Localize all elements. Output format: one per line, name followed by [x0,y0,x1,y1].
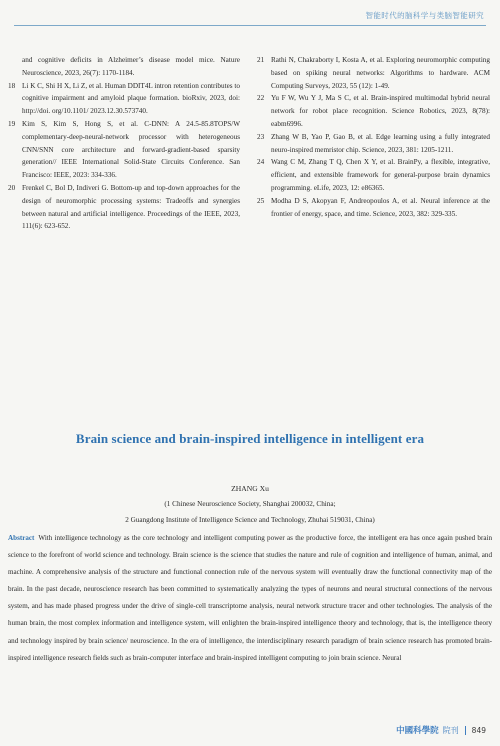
reference-number: 22 [257,94,265,103]
reference-text: Frenkel C, Bol D, Indiveri G. Bottom-up and top-down approaches for the design of neuromorphic processing systems: Tradeoffs and synergies between natural and artificial intelligence. Proceedings of the IEEE, 2023, 111(6): 623-652. [22,183,240,231]
reference-list-left [8,54,240,233]
reference-text: Zhang W B, Yao P, Gao B, et al. Edge learning using a fully integrated neuro-inspired memristor chip. Science, 2023, 381: 1205-1211. [271,132,490,154]
reference-item [8,118,240,182]
article-author: ZHANG Xu [231,484,269,493]
journal-suffix: 院刊 [442,725,459,735]
abstract-text: With intelligence technology as the core technology and intelligent computing power as the productive force, the intelligent era has once again pushed brain science to the forefront of world science and technology. Brain science is the science that studies the nature and rule of cognition and intelligence of human, animal, and machine. A comprehensive analysis of the structure and functional connection rule of the nervous system will eventually draw the functional connectivity map of the brain. In the past decade, neuroscience research has been committed to systematically analyzing the types of neurons and neural structural connections of the nervous system, and has made phased progress under the drive of single-cell transcriptome analysis, neural network structure tracer and other technologies. The analysis of the human brain, the most complex information and intelligence system, will enlighten the brain-inspired intelligence theory and technology, that is, the intelligence theory and technology inspired by brain science/ neuroscience. In the era of intelligence, the interdisciplinary research paradigm of brain science research has promoted brain-inspired intelligence research fields such as brain-computer interface and brain-inspired intelligent computing to join brain science. Neural [8,534,492,662]
reference-item [257,131,490,157]
page-number: 849 [471,725,486,735]
reference-text: Rathi N, Chakraborty I, Kosta A, et al. Exploring neuromorphic computing based on spiking neural networks: Algorithms to hardware. ACM Computing Surveys, 2023, 55 (12): 1-49. [271,56,490,90]
reference-number: 23 [257,132,265,141]
reference-number: 19 [8,119,16,128]
reference-text: Kim S, Kim S, Hong S, et al. C-DNN: A 24.5-85.8TOPS/W complementary-deep-neural-network processor with heterogeneous CNN/SNN core architecture and forward-gradient-based sparsity generation// IEEE International Solid-State Circuits Conference. San Francisco: IEEE, 2023: 334-336. [22,119,240,180]
reference-text: Li K C, Shi H X, Li Z, et al. Human DDIT4L intron retention contributes to cognitive impairment and amyloid plaque formation. bioRxiv, 2023, doi: http://doi. org/10.1101/ 2023.12.30.573740. [22,81,240,116]
reference-item [257,92,490,130]
reference-number: 18 [8,81,16,90]
reference-item [8,54,240,80]
affiliation-1: (1 Chinese Neuroscience Society, Shanghai 200032, China; [164,500,336,508]
reference-item [257,54,490,92]
reference-item [257,156,490,194]
reference-text: Wang C M, Zhang T Q, Chen X Y, et al. BrainPy, a flexible, integrative, efficient, and extensible framework for general-purpose brain dynamics programming. eLife, 2023, 12: e86365. [271,158,490,192]
reference-number: 25 [257,196,265,205]
reference-number: 20 [8,183,16,192]
article-title: Brain science and brain-inspired intelligence in intelligent era [75,431,425,446]
journal-logo: 中國科學院 [396,725,439,735]
affiliation-2: 2 Guangdong Institute of Intelligence Science and Technology, Zhuhai 519031, China) [125,516,375,524]
page-footer [396,724,486,736]
reference-list-right [257,54,490,220]
page-header [0,0,500,30]
running-header-title: 智能时代的脑科学与类脑智能研究 [365,11,484,20]
reference-text: Modha D S, Akopyan F, Andreopoulos A, et al. Neural inference at the frontier of energy, space, and time. Science, 2023, 382: 329-335. [271,196,490,218]
abstract [8,530,492,667]
reference-text: and cognitive deficits in Alzheimer’s disease model mice. Nature Neuroscience, 2023, 26(7): 1170-1184. [22,56,240,77]
reference-item [8,80,240,118]
reference-number: 24 [257,158,265,167]
footer-divider [465,726,466,735]
reference-text: Yu F W, Wu Y J, Ma S C, et al. Brain-inspired multimodal hybrid neural network for robot place recognition. Science Robotics, 2023, 8(78): eabm6996. [271,94,490,128]
reference-item [257,195,490,221]
abstract-label: Abstract [8,534,35,542]
reference-number: 21 [257,56,265,64]
header-divider [14,25,486,26]
reference-item [8,182,240,233]
